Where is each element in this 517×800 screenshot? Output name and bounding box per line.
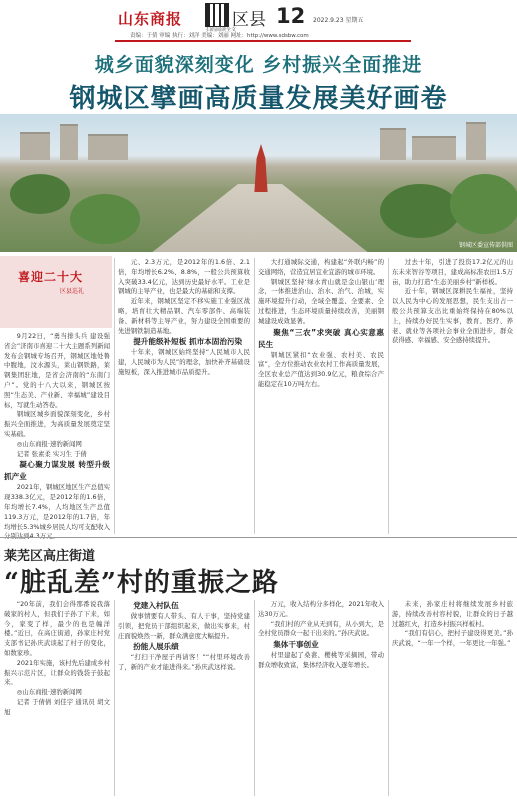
story2-column-1: [4, 600, 110, 718]
paragraph: 近十年，钢城区深耕民生福祉，坚持以人民为中心的发展思想，民生支出占一般公共预算支出比重始终保持在80%以上，持续办好民生实事，教育、医疗、养老、就业等各项社会事业全面进步，群众获得感、幸福感、安全感持续提升。: [392, 287, 513, 345]
side-heading: 党建入村队伍: [133, 601, 179, 610]
qr-code-icon: [205, 3, 229, 27]
paragraph: 2021年实施，该村先后建成乡村振兴示范片区，让群众的钱袋子鼓起来。: [4, 658, 110, 687]
photo-credit: 钢城区委宣传部供图: [458, 242, 513, 249]
story1-column-1: [4, 332, 110, 542]
section-name: 区县: [232, 10, 266, 30]
paragraph: “20年前，我们会得那番说我落破家的村人，但我们子孙了下来，如今，家变了样，最少的也是幢洋楼。”近日，在高庄街道，孙家庄村党支部书记孙庆武谈起了村子的变化，如数家珍。: [4, 600, 110, 657]
column-rule: [254, 600, 255, 796]
story2-headline: “脏乱差”村的重振之路: [4, 568, 279, 598]
story2-column-3: [258, 600, 384, 671]
sub-headline: 城乡面貌深刻变化 乡村振兴全面推进: [94, 54, 423, 76]
paragraph: “我们村的产业从无到有，从小到大，是全村党员群众一起干出来的。”孙庆武说。: [258, 619, 384, 638]
side-heading: 凝心聚力谋发展 转型升级抓产业: [4, 460, 110, 482]
column-rule: [254, 258, 255, 534]
paragraph: 做事情要有人带头、有人干事，坚持党建引领，把党员干部组织起来，做出实事来，村庄面貌焕然一新，群众满意度大幅提升。: [118, 612, 250, 640]
paragraph: 钢城区紧扣“农业强、农村美、农民富”，全方位推动农业农村工作高质量发展，全区农业总产值达到30.9亿元，粮食综合产能稳定在10万吨左右。: [258, 350, 384, 388]
header-rule: [115, 40, 411, 42]
paragraph: 近年来，钢城区坚定不移实施工业强区战略，培育壮大精品钢、汽车零部件、高端装备、新材料等主导产业，努力建设全国重要的先进钢铁制造基地。: [118, 297, 250, 335]
column-rule: [114, 600, 115, 796]
paragraph: 过去十年，引进了投资17.2亿元的山东未来智谷等项目，建成高标准农田1.5万亩，助力打造“生态美丽乡村”新样板。: [392, 258, 513, 286]
column-rule: [388, 258, 389, 534]
paragraph: 万元，收入结构分多样化，2021年收入达30万元。: [258, 600, 384, 618]
plaza: [150, 184, 370, 252]
main-headline: 钢城区擘画高质量发展美好画卷: [69, 84, 448, 114]
badge-title: 喜迎二十大: [18, 270, 84, 284]
column-rule: [114, 258, 115, 534]
paragraph: 2021年，钢城区地区生产总值实现338.3亿元，是2012年的1.6倍，年均增长7.4%，人均地区生产总值119.3万元，是2012年的1.7倍，年均增长5.3%城乡居民人均可支配收入: [4, 483, 110, 531]
byline: ◎山东商报·速豹新闻网: [16, 439, 82, 448]
event-badge: [0, 256, 112, 328]
qr-label: 扫码阅读全文: [206, 27, 237, 33]
column-rule: [388, 600, 389, 796]
story2-kicker: 莱芜区高庄街道: [4, 549, 96, 564]
side-heading: 聚焦“三农”求突破 真心实意惠民生: [258, 327, 384, 349]
story1-column-2: [118, 258, 250, 378]
story2-column-2: [118, 600, 250, 673]
side-heading: 提升能级补短板 抓市本固治污染: [133, 337, 243, 347]
page-number: 12: [276, 4, 306, 28]
paragraph: 大打通城际交通，构建起“外联内畅”的交通网络，营造宜居宜业宜游的城市环境。: [258, 258, 384, 276]
side-heading: 集体干事创业: [273, 640, 319, 650]
byline: 记者 张素柔 实习生 于倩: [16, 449, 87, 458]
paragraph: “打扫干净屋子再请客！”“村里环境改善了，新的产业才能进得来。”孙庆武这样说。: [118, 653, 250, 672]
story2-column-4: [392, 600, 513, 649]
city-aerial-photo: [0, 114, 517, 252]
byline: 记者 于倩倩 刘佳宇 通讯员 胡文旭: [4, 697, 110, 716]
paragraph: 钢城区城乡面貌深刻变化，乡村振兴全面推进，为高质量发展奠定坚实基础。: [4, 410, 110, 438]
story1-column-3: [258, 258, 384, 390]
paragraph: 未来，孙家庄村将继续发展乡村旅游，持续改善村容村貌，让群众的日子越过越红火，打造乡村振兴样板村。: [392, 600, 513, 628]
story-divider: [0, 537, 517, 538]
paragraph: 钢城区坚持‘绿水青山就是金山银山’理念，一体推进治山、治水、治气、治城，实施环境提升行动，全域全覆盖、全要素、全过程推进，生态环境质量持续改善，美丽钢城建设成效显著。: [258, 277, 384, 325]
paragraph: “我们有信心，把村子建设得更美。”孙庆武说，“一年一个样，一年更比一年强。”: [392, 629, 513, 648]
paragraph: 村里建起了桑葚、樱桃等采摘园，带动群众增收致富，集体经济收入逐年增长。: [258, 651, 384, 669]
story1-column-4: [392, 258, 513, 346]
paragraph: 十年来，钢城区始终坚持“人民城市人民建，人民城市为人民”的理念，加快补齐基础设施短板，深入推进城市品质提升。: [118, 348, 250, 376]
editor-credits: 责编：于倩 审编 执行：刘洋 美编：刘丽 网址：http://www.sdsbw.com: [130, 33, 309, 39]
badge-subtitle: 区县巡礼: [60, 288, 85, 295]
paragraph: 元、2.3万元，是2012年的1.6倍、2.1倍，年均增长6.2%、8.8%，一般公共预算收入突破33.4亿元，达到历史最好水平。工业是钢城的主导产业，也是最大的基础和支撑。: [118, 258, 250, 296]
issue-date: 2022.9.23 星期五: [313, 17, 364, 24]
newspaper-logo: 山东商报: [118, 10, 183, 28]
side-heading: 扮能人展乐绩: [133, 642, 179, 652]
byline: ◎山东商报·速豹新闻网: [16, 688, 82, 697]
paragraph: 9月22日，“勇当排头兵 建设强省会”济南市喜迎二十大主题系列新闻发布会钢城专场召开，钢城区地处鲁中腹地，汶水源头，莱山钢铁路，莱钢集团驻地，是省会济南的“东南门户”。党的十八大以来，钢城区按照“生态美、产业新、幸福城”建设目标，写就生动答卷。: [4, 332, 110, 409]
